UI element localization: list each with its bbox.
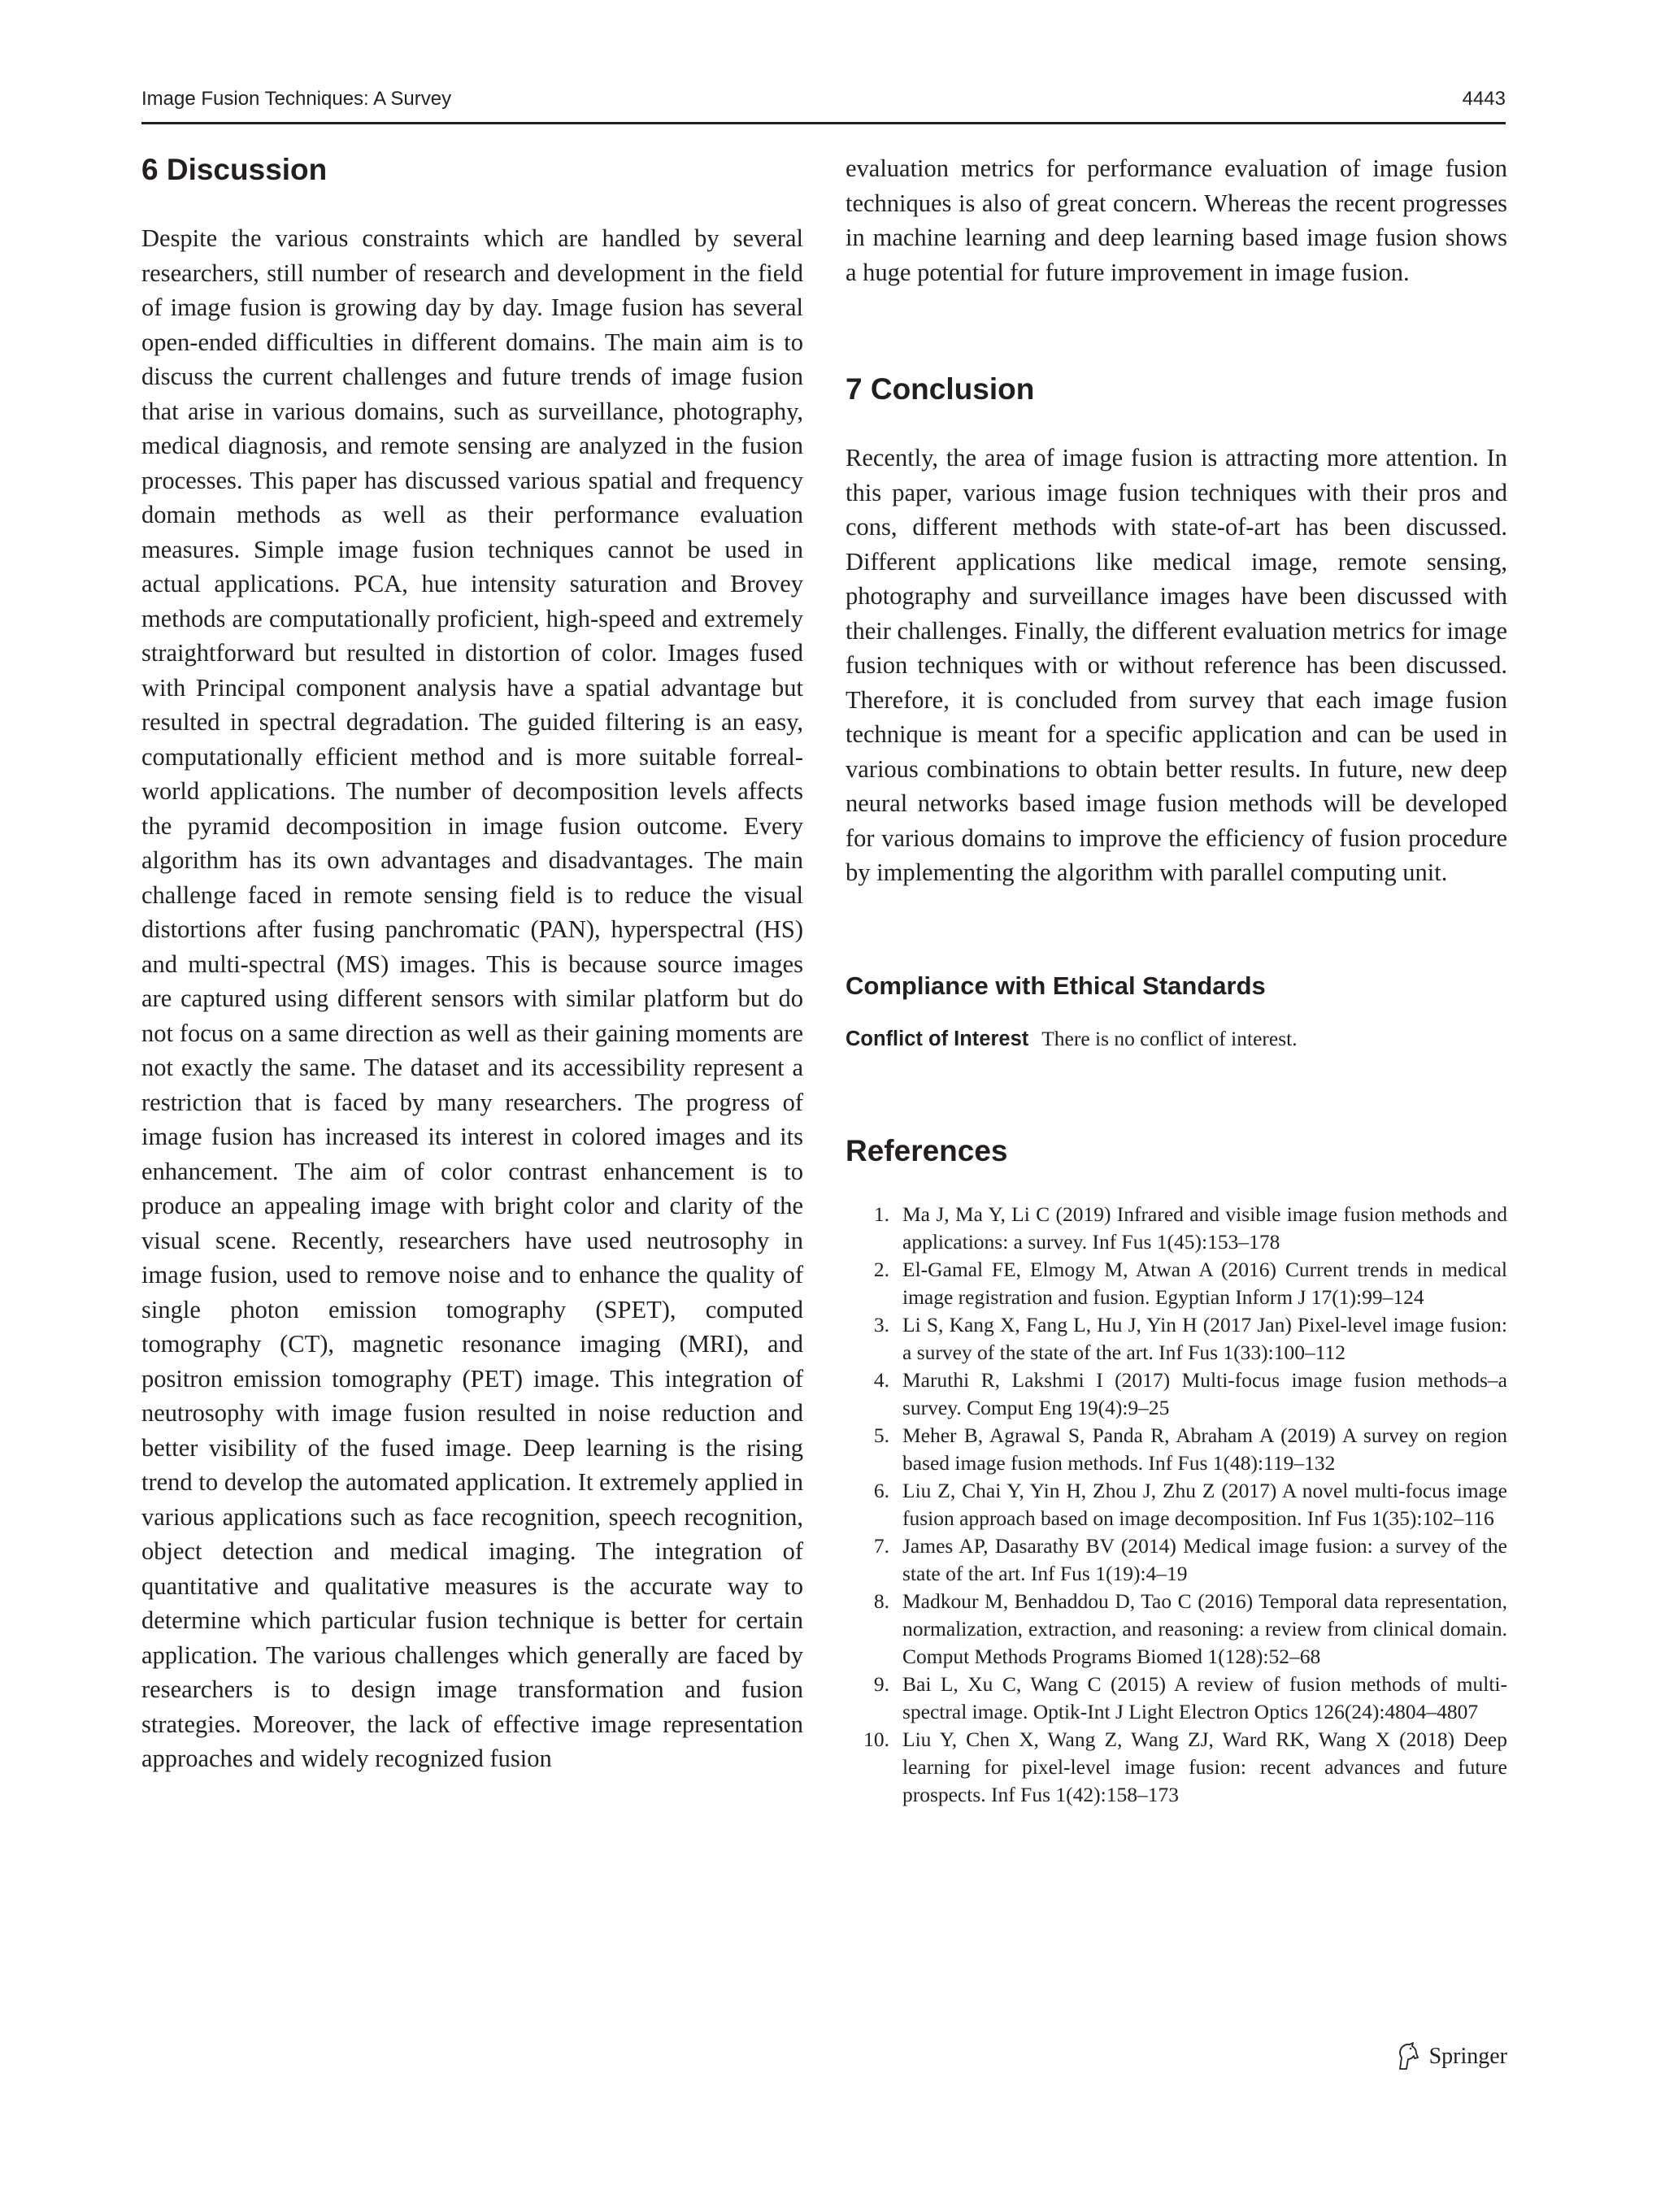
- reference-number: 8.: [873, 1588, 889, 1613]
- reference-item: [846, 1671, 1507, 1726]
- reference-number: 2.: [873, 1257, 889, 1281]
- section-heading-conclusion: 7 Conclusion: [846, 372, 1035, 406]
- reference-item: [846, 1256, 1507, 1311]
- reference-number: 1.: [873, 1202, 889, 1226]
- reference-number: 10.: [863, 1727, 889, 1751]
- reference-text: James AP, Dasarathy BV (2014) Medical image fusion: a survey of the state of the art. Inf Fus 1(19):4–19: [902, 1533, 1507, 1585]
- header-rule: [141, 122, 1506, 124]
- reference-number: 4.: [873, 1367, 889, 1392]
- reference-text: El-Gamal FE, Elmogy M, Atwan A (2016) Current trends in medical image registration and fusion. Egyptian Inform J 17(1):99–124: [902, 1257, 1507, 1309]
- reference-item: [846, 1477, 1507, 1532]
- reference-item: [846, 1422, 1507, 1477]
- page-number: 4443: [1462, 88, 1506, 110]
- reference-number: 6.: [873, 1478, 889, 1502]
- reference-item: [846, 1367, 1507, 1422]
- reference-text: Liu Z, Chai Y, Yin H, Zhou J, Zhu Z (2017) A novel multi-focus image fusion approach based on image decomposition. Inf Fus 1(35):102–116: [902, 1478, 1507, 1530]
- section-heading-discussion: 6 Discussion: [141, 153, 328, 186]
- reference-number: 9.: [873, 1671, 889, 1696]
- left-column: [141, 151, 803, 1776]
- conclusion-paragraph: Recently, the area of image fusion is attracting more attention. In this paper, various image fusion techniques with their pros and cons, different methods with state-of-art has been discussed. Different applications like medical image, remote sensing, photography and surveillance images have been discussed with their challenges. Finally, the different evaluation metrics for image fusion techniques with or without reference has been discussed. Therefore, it is concluded from survey that each image fusion technique is meant for a specific application and can be used in various combinations to obtain better results. In future, new deep neural networks based image fusion methods will be developed for various domains to improve the efficiency of fusion procedure by implementing the algorithm with parallel computing unit.: [846, 444, 1507, 886]
- reference-text: Li S, Kang X, Fang L, Hu J, Yin H (2017 Jan) Pixel-level image fusion: a survey of the state of the art. Inf Fus 1(33):100–112: [902, 1312, 1507, 1364]
- reference-number: 3.: [873, 1312, 889, 1336]
- reference-item: [846, 1201, 1507, 1256]
- right-column: [846, 151, 1507, 1809]
- reference-text: Bai L, Xu C, Wang C (2015) A review of fusion methods of multi-spectral image. Optik-Int J Light Electron Optics 126(24):4804–4807: [902, 1671, 1507, 1723]
- conflict-of-interest-label: Conflict of Interest: [846, 1027, 1029, 1050]
- reference-number: 7.: [873, 1533, 889, 1558]
- reference-item: [846, 1532, 1507, 1588]
- reference-text: Ma J, Ma Y, Li C (2019) Infrared and visible image fusion methods and applications: a survey. Inf Fus 1(45):153–178: [902, 1202, 1507, 1254]
- reference-text: Maruthi R, Lakshmi I (2017) Multi-focus image fusion methods–a survey. Comput Eng 19(4):9–25: [902, 1367, 1507, 1419]
- conflict-of-interest-text: There is no conflict of interest.: [1041, 1026, 1298, 1050]
- discussion-paragraph-continued: evaluation metrics for performance evaluation of image fusion techniques is also of great concern. Whereas the recent progresses in machine learning and deep learning based image fusion shows a huge potential for future improvement in image fusion.: [846, 154, 1507, 286]
- reference-number: 5.: [873, 1423, 889, 1447]
- reference-text: Madkour M, Benhaddou D, Tao C (2016) Temporal data representation, normalization, extraction, and reasoning: a review from clinical domain. Comput Methods Programs Biomed 1(128):52–68: [902, 1588, 1507, 1668]
- conflict-of-interest: [846, 1025, 1507, 1053]
- discussion-paragraph: Despite the various constraints which are handled by several researchers, still number of research and development in the field of image fusion is growing day by day. Image fusion has several open-ended difficulties in different domains. The main aim is to discuss the current challenges and future trends of image fusion that arise in various domains, such as surveillance, photography, medical diagnosis, and remote sensing are analyzed in the fusion processes. This paper has discussed various spatial and frequency domain methods as well as their performance evaluation measures. Simple image fusion techniques cannot be used in actual applications. PCA, hue intensity saturation and Brovey methods are computationally proficient, high-speed and extremely straightforward but resulted in distortion of color. Images fused with Principal component analysis have a spatial advantage but resulted in spectral degradation. The guided filtering is an easy, computationally efficient method and is more suitable forreal-world applications. The number of decomposition levels affects the pyramid decomposition in image fusion outcome. Every algorithm has its own advantages and disadvantages. The main challenge faced in remote sensing field is to reduce the visual distortions after fusing panchromatic (PAN), hyperspectral (HS) and multi-spectral (MS) images. This is because source images are captured using different sensors with similar platform but do not focus on a same direction as well as their gaining moments are not exactly the same. The dataset and its accessibility represent a restriction that is faced by many researchers. The progress of image fusion has increased its interest in colored images and its enhancement. The aim of color contrast enhancement is to produce an appealing image with bright color and clarity of the visual scene. Recently, researchers have used neutrosophy in image fusion, used to remove noise and to enhance the quality of single photon emission tomography (SPET), computed tomography (CT), magnetic resonance imaging (MRI), and positron emission tomography (PET) image. This integration of neutrosophy with image fusion resulted in noise reduction and better visibility of the fused image. Deep learning is the rising trend to develop the automated application. It extremely applied in various applications such as face recognition, speech recognition, object detection and medical imaging. The integration of quantitative and qualitative measures is the accurate way to determine which particular fusion technique is better for certain application. The various challenges which generally are faced by researchers is to design image transformation and fusion strategies. Moreover, the lack of effective image representation approaches and widely recognized fusion: [141, 224, 803, 1772]
- springer-logo: [1393, 2041, 1507, 2072]
- reference-text: Liu Y, Chen X, Wang Z, Wang ZJ, Ward RK, Wang X (2018) Deep learning for pixel-level image fusion: recent advances and future prospects. Inf Fus 1(42):158–173: [902, 1727, 1507, 1806]
- reference-text: Meher B, Agrawal S, Panda R, Abraham A (2019) A survey on region based image fusion methods. Inf Fus 1(48):119–132: [902, 1423, 1507, 1475]
- reference-list: [846, 1201, 1507, 1809]
- reference-item: [846, 1726, 1507, 1809]
- springer-horse-icon: [1393, 2041, 1421, 2072]
- reference-item: [846, 1311, 1507, 1367]
- running-title: Image Fusion Techniques: A Survey: [141, 88, 452, 110]
- references-heading: References: [846, 1133, 1008, 1167]
- reference-item: [846, 1588, 1507, 1671]
- springer-wordmark: Springer: [1428, 2044, 1507, 2069]
- ethics-heading: Compliance with Ethical Standards: [846, 971, 1266, 1000]
